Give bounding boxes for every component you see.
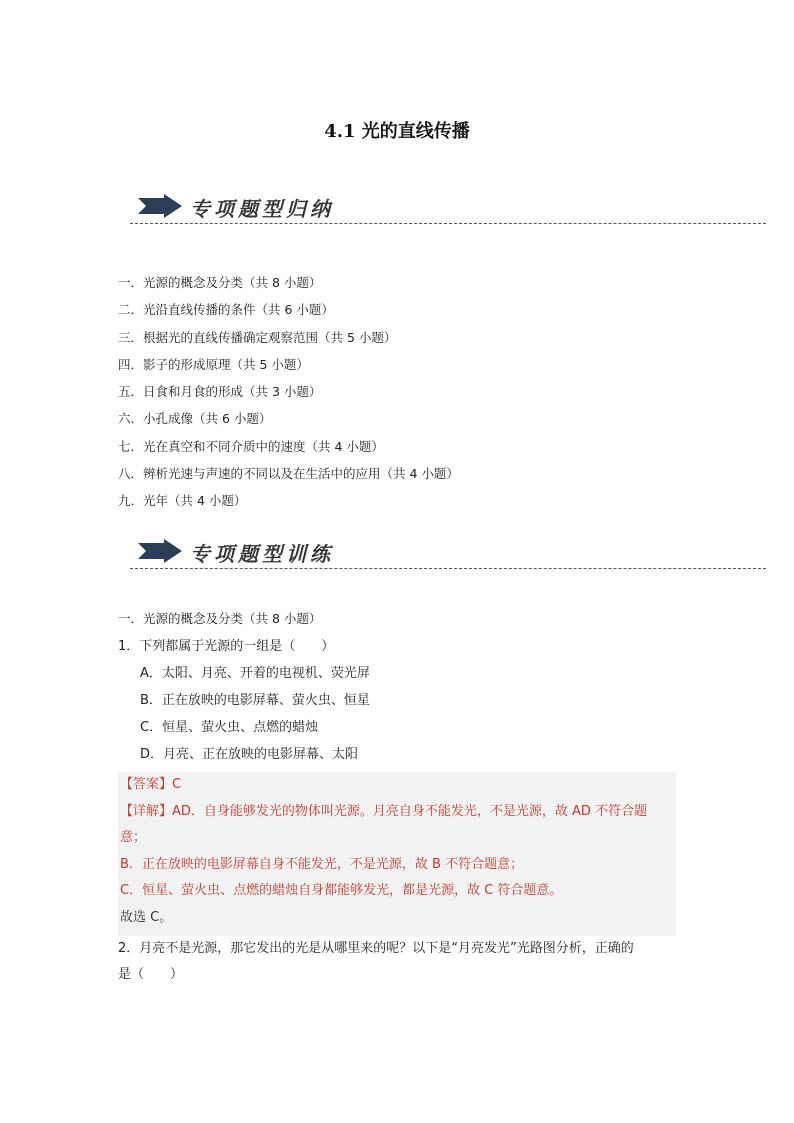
- topic-item: 一．光源的概念及分类（共 8 小题）: [118, 275, 322, 290]
- topic-item: 四．影子的形成原理（共 5 小题）: [118, 356, 309, 372]
- option-b: B．正在放映的电影屏幕、萤火虫、恒星: [140, 693, 370, 708]
- answer-detail: 意；: [120, 830, 147, 845]
- topic-item: 五．日食和月食的形成（共 3 小题）: [118, 384, 322, 400]
- arrow-icon: [138, 539, 182, 563]
- topic-item: 三．根据光的直线传播确定观察范围（共 5 小题）: [118, 329, 397, 345]
- topic-item: 二．光沿直线传播的条件（共 6 小题）: [118, 302, 334, 318]
- dashed-divider: [130, 223, 766, 224]
- dashed-divider: [130, 568, 766, 569]
- section-banner-training: [130, 533, 766, 573]
- option-d: D．月亮、正在放映的电影屏幕、太阳: [140, 747, 359, 762]
- option-a: A．太阳、月亮、开着的电视机、荧光屏: [140, 666, 370, 681]
- answer-detail: C．恒星、萤火虫、点燃的蜡烛自身都能够发光，都是光源，故 C 符合题意。: [120, 883, 563, 898]
- answer-detail: 【详解】AD．自身能够发光的物体叫光源。月亮自身不能发光，不是光源，故 AD 不符合题: [120, 803, 648, 819]
- question-1-stem: 1．下列都属于光源的一组是（ ）: [118, 639, 335, 654]
- topic-list: [118, 274, 459, 520]
- page-title: 4.1 光的直线传播: [324, 121, 470, 142]
- question-section: [118, 610, 678, 764]
- answer-conclusion: 故选 C。: [120, 909, 173, 925]
- arrow-icon: [138, 194, 182, 218]
- topic-item: 七．光在真空和不同介质中的速度（共 4 小题）: [118, 438, 384, 454]
- answer-detail: B．正在放映的电影屏幕自身不能发光，不是光源，故 B 不符合题意；: [120, 856, 524, 872]
- banner-title: 专项题型训练: [190, 542, 334, 566]
- topic-item: 八．辨析光速与声速的不同以及在生活中的应用（共 4 小题）: [118, 466, 459, 482]
- section-heading: 一．光源的概念及分类（共 8 小题）: [118, 611, 322, 626]
- question-2: [118, 936, 678, 988]
- option-c: C．恒星、萤火虫、点燃的蜡烛: [140, 720, 319, 735]
- topic-item: 九．光年（共 4 小题）: [118, 493, 247, 509]
- question-2-stem-cont: 是（ ）: [118, 967, 184, 982]
- answer-box: [118, 772, 676, 936]
- answer-label: 【答案】C: [120, 777, 182, 792]
- banner-title: 专项题型归纳: [190, 197, 334, 221]
- topic-item: 六．小孔成像（共 6 小题）: [118, 411, 272, 427]
- question-2-stem: 2．月亮不是光源，那它发出的光是从哪里来的呢？以下是“月亮发光”光路图分析，正确的: [118, 941, 634, 956]
- section-banner-induction: [130, 188, 766, 228]
